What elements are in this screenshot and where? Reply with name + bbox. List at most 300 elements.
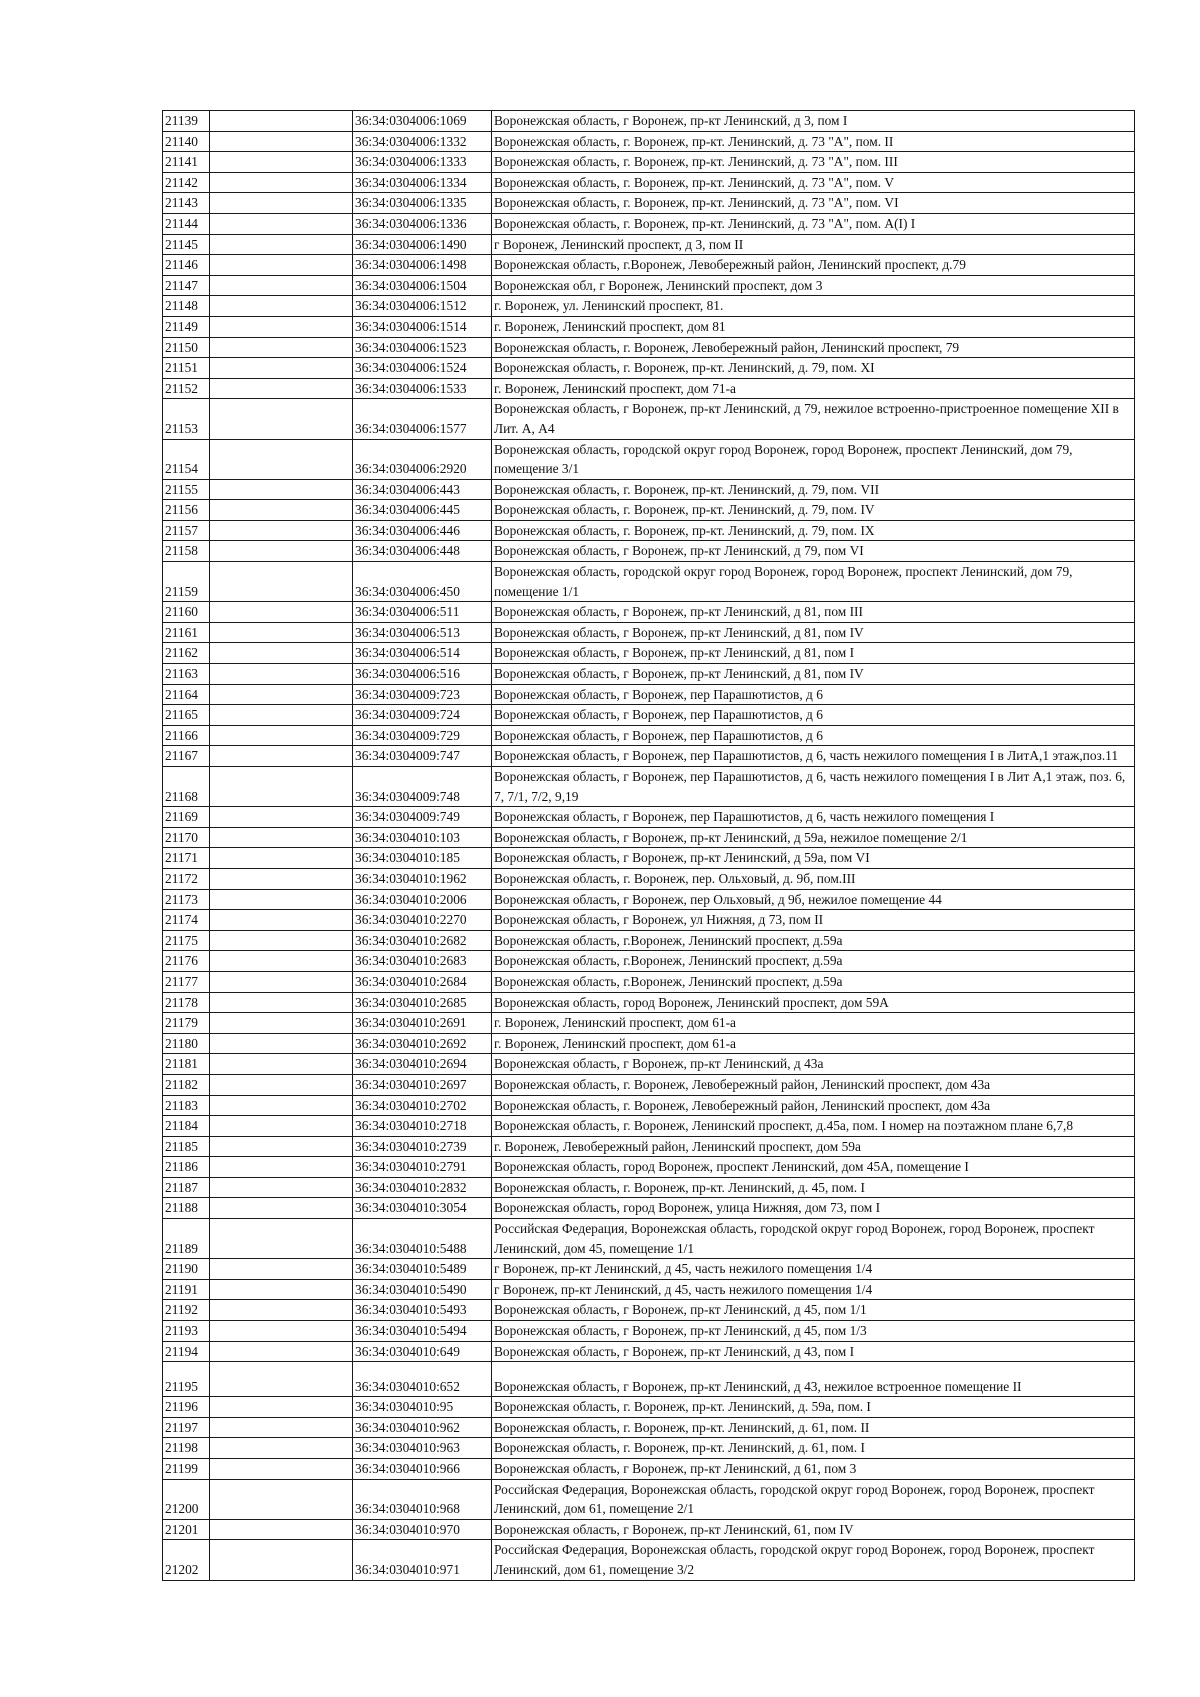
empty-cell	[210, 767, 353, 807]
empty-cell	[210, 193, 353, 214]
row-number-cell: 21202	[163, 1540, 210, 1580]
empty-cell	[210, 992, 353, 1013]
row-number-cell: 21143	[163, 193, 210, 214]
empty-cell	[210, 1300, 353, 1321]
address-cell: Воронежская область, г Воронеж, пр-кт Ленинский, д 81, пом III	[492, 602, 1135, 623]
row-number-cell: 21149	[163, 316, 210, 337]
cadastral-number-cell: 36:34:0304006:1524	[353, 358, 492, 379]
empty-cell	[210, 562, 353, 602]
empty-cell	[210, 234, 353, 255]
table-row	[163, 520, 1135, 541]
empty-cell	[210, 1279, 353, 1300]
cadastral-number-cell: 36:34:0304006:450	[353, 562, 492, 602]
address-cell: Воронежская область, г. Воронеж, пр-кт. Ленинский, д. 61, пом. II	[492, 1417, 1135, 1438]
cadastral-number-cell: 36:34:0304009:749	[353, 807, 492, 828]
cadastral-number-cell: 36:34:0304010:2685	[353, 992, 492, 1013]
cadastral-number-cell: 36:34:0304006:1069	[353, 111, 492, 132]
address-cell: Воронежская область, г.Воронеж, Ленинский проспект, д.59а	[492, 951, 1135, 972]
cadastral-number-cell: 36:34:0304010:963	[353, 1438, 492, 1459]
cadastral-number-cell: 36:34:0304010:966	[353, 1459, 492, 1480]
table-row	[163, 827, 1135, 848]
address-cell: Воронежская область, г. Воронеж, пер. Ольховый, д. 9б, пом.III	[492, 868, 1135, 889]
address-cell: Воронежская область, г Воронеж, пр-кт Ленинский, д 59а, пом VI	[492, 848, 1135, 869]
cadastral-number-cell: 36:34:0304010:2702	[353, 1095, 492, 1116]
row-number-cell: 21182	[163, 1074, 210, 1095]
table-row	[163, 213, 1135, 234]
table-row	[163, 1198, 1135, 1219]
row-number-cell: 21186	[163, 1157, 210, 1178]
address-cell: Воронежская область, город Воронеж, проспект Ленинский, дом 45А, помещение I	[492, 1157, 1135, 1178]
cadastral-number-cell: 36:34:0304010:103	[353, 827, 492, 848]
row-number-cell: 21167	[163, 746, 210, 767]
table-row	[163, 868, 1135, 889]
address-cell: Воронежская область, г. Воронеж, пр-кт. Ленинский, д. 45, пом. I	[492, 1177, 1135, 1198]
row-number-cell: 21176	[163, 951, 210, 972]
register-table	[162, 110, 1135, 1581]
cadastral-number-cell: 36:34:0304010:2832	[353, 1177, 492, 1198]
row-number-cell: 21179	[163, 1013, 210, 1034]
cadastral-number-cell: 36:34:0304010:2791	[353, 1157, 492, 1178]
table-row	[163, 725, 1135, 746]
cadastral-number-cell: 36:34:0304010:2270	[353, 910, 492, 931]
empty-cell	[210, 1540, 353, 1580]
empty-cell	[210, 807, 353, 828]
address-cell: Воронежская область, городской округ город Воронеж, город Воронеж, проспект Ленинский, дом 79, помещение 1/1	[492, 562, 1135, 602]
row-number-cell: 21168	[163, 767, 210, 807]
cadastral-number-cell: 36:34:0304006:1577	[353, 399, 492, 439]
address-cell: Воронежская область, г Воронеж, пер Парашютистов, д 6, часть нежилого помещения I в Лит А,1 этаж, поз. 6, 7, 7/1, 7/2, 9,19	[492, 767, 1135, 807]
empty-cell	[210, 868, 353, 889]
row-number-cell: 21147	[163, 275, 210, 296]
address-cell: Воронежская область, г. Воронеж, пр-кт. Ленинский, д. 61, пом. I	[492, 1438, 1135, 1459]
row-number-cell: 21177	[163, 971, 210, 992]
address-cell: Воронежская область, г Воронеж, пер Парашютистов, д 6, часть нежилого помещения I	[492, 807, 1135, 828]
cadastral-number-cell: 36:34:0304006:448	[353, 541, 492, 562]
address-cell: Воронежская область, г. Воронеж, Левобережный район, Ленинский проспект, дом 43а	[492, 1074, 1135, 1095]
row-number-cell: 21183	[163, 1095, 210, 1116]
cadastral-number-cell: 36:34:0304006:1333	[353, 152, 492, 173]
row-number-cell: 21194	[163, 1341, 210, 1362]
row-number-cell: 21156	[163, 500, 210, 521]
address-cell: Воронежская область, г.Воронеж, Левобережный район, Ленинский проспект, д.79	[492, 255, 1135, 276]
address-cell: Воронежская область, г Воронеж, пер Ольховый, д 9б, нежилое помещение 44	[492, 889, 1135, 910]
table-row	[163, 767, 1135, 807]
table-row	[163, 1074, 1135, 1095]
address-cell: Воронежская область, г. Воронеж, пр-кт. Ленинский, д. 79, пом. VII	[492, 479, 1135, 500]
row-number-cell: 21201	[163, 1519, 210, 1540]
table-row	[163, 1054, 1135, 1075]
row-number-cell: 21155	[163, 479, 210, 500]
cadastral-number-cell: 36:34:0304010:5488	[353, 1219, 492, 1259]
address-cell: Воронежская область, г Воронеж, пер Парашютистов, д 6, часть нежилого помещения I в ЛитА,1 этаж,поз.11	[492, 746, 1135, 767]
empty-cell	[210, 971, 353, 992]
empty-cell	[210, 275, 353, 296]
address-cell: Воронежская область, г. Воронеж, пр-кт. Ленинский, д. 73 "А", пом. II	[492, 131, 1135, 152]
cadastral-number-cell: 36:34:0304006:1514	[353, 316, 492, 337]
empty-cell	[210, 1259, 353, 1280]
table-row	[163, 1362, 1135, 1397]
table-row	[163, 1136, 1135, 1157]
address-cell: Воронежская область, г Воронеж, пр-кт Ленинский, д 79, пом VI	[492, 541, 1135, 562]
table-row	[163, 255, 1135, 276]
empty-cell	[210, 746, 353, 767]
cadastral-number-cell: 36:34:0304006:1335	[353, 193, 492, 214]
table-row	[163, 1321, 1135, 1342]
address-cell: г Воронеж, пр-кт Ленинский, д 45, часть нежилого помещения 1/4	[492, 1259, 1135, 1280]
address-cell: Воронежская область, г Воронеж, пр-кт Ленинский, д 45, пом 1/3	[492, 1321, 1135, 1342]
empty-cell	[210, 1397, 353, 1418]
row-number-cell: 21169	[163, 807, 210, 828]
row-number-cell: 21141	[163, 152, 210, 173]
cadastral-number-cell: 36:34:0304010:649	[353, 1341, 492, 1362]
table-row	[163, 1417, 1135, 1438]
row-number-cell: 21164	[163, 684, 210, 705]
address-cell: Воронежская область, г Воронеж, пер Парашютистов, д 6	[492, 684, 1135, 705]
table-row	[163, 337, 1135, 358]
row-number-cell: 21159	[163, 562, 210, 602]
row-number-cell: 21198	[163, 1438, 210, 1459]
address-cell: Воронежская область, г Воронеж, пр-кт Ленинский, д 3, пом I	[492, 111, 1135, 132]
address-cell: Воронежская обл, г Воронеж, Ленинский проспект, дом 3	[492, 275, 1135, 296]
row-number-cell: 21142	[163, 172, 210, 193]
table-row	[163, 1177, 1135, 1198]
table-row	[163, 193, 1135, 214]
table-row	[163, 1438, 1135, 1459]
address-cell: Воронежская область, г. Воронеж, пр-кт. Ленинский, д. 79, пом. IX	[492, 520, 1135, 541]
row-number-cell: 21189	[163, 1219, 210, 1259]
row-number-cell: 21174	[163, 910, 210, 931]
table-row	[163, 684, 1135, 705]
empty-cell	[210, 1362, 353, 1397]
table-row	[163, 399, 1135, 439]
address-cell: Воронежская область, г.Воронеж, Ленинский проспект, д.59а	[492, 971, 1135, 992]
address-cell: г. Воронеж, ул. Ленинский проспект, 81.	[492, 296, 1135, 317]
register-table-body	[163, 111, 1135, 1581]
empty-cell	[210, 1219, 353, 1259]
row-number-cell: 21172	[163, 868, 210, 889]
address-cell: Воронежская область, г Воронеж, ул Нижняя, д 73, пом II	[492, 910, 1135, 931]
cadastral-number-cell: 36:34:0304010:2692	[353, 1033, 492, 1054]
table-row	[163, 1013, 1135, 1034]
empty-cell	[210, 439, 353, 479]
address-cell: Воронежская область, г. Воронеж, пр-кт. Ленинский, д. 79, пом. IV	[492, 500, 1135, 521]
cadastral-number-cell: 36:34:0304006:1512	[353, 296, 492, 317]
row-number-cell: 21193	[163, 1321, 210, 1342]
address-cell: г Воронеж, пр-кт Ленинский, д 45, часть нежилого помещения 1/4	[492, 1279, 1135, 1300]
empty-cell	[210, 479, 353, 500]
row-number-cell: 21146	[163, 255, 210, 276]
row-number-cell: 21185	[163, 1136, 210, 1157]
cadastral-number-cell: 36:34:0304006:446	[353, 520, 492, 541]
row-number-cell: 21163	[163, 664, 210, 685]
empty-cell	[210, 684, 353, 705]
table-row	[163, 1540, 1135, 1580]
empty-cell	[210, 172, 353, 193]
empty-cell	[210, 705, 353, 726]
cadastral-number-cell: 36:34:0304006:1336	[353, 213, 492, 234]
row-number-cell: 21151	[163, 358, 210, 379]
address-cell: Воронежская область, г Воронеж, пр-кт Ленинский, д 45, пом 1/1	[492, 1300, 1135, 1321]
cadastral-number-cell: 36:34:0304006:445	[353, 500, 492, 521]
cadastral-number-cell: 36:34:0304006:1498	[353, 255, 492, 276]
empty-cell	[210, 1157, 353, 1178]
empty-cell	[210, 1116, 353, 1137]
empty-cell	[210, 1519, 353, 1540]
address-cell: Воронежская область, г Воронеж, пр-кт Ленинский, д 43, нежилое встроенное помещение II	[492, 1362, 1135, 1397]
table-row	[163, 807, 1135, 828]
table-row	[163, 951, 1135, 972]
address-cell: Воронежская область, г. Воронеж, пр-кт. Ленинский, д. 73 "А", пом. V	[492, 172, 1135, 193]
cadastral-number-cell: 36:34:0304006:1533	[353, 378, 492, 399]
empty-cell	[210, 1054, 353, 1075]
empty-cell	[210, 602, 353, 623]
table-row	[163, 992, 1135, 1013]
cadastral-number-cell: 36:34:0304009:724	[353, 705, 492, 726]
empty-cell	[210, 1033, 353, 1054]
cadastral-number-cell: 36:34:0304010:5489	[353, 1259, 492, 1280]
cadastral-number-cell: 36:34:0304009:748	[353, 767, 492, 807]
cadastral-number-cell: 36:34:0304010:2718	[353, 1116, 492, 1137]
empty-cell	[210, 316, 353, 337]
row-number-cell: 21178	[163, 992, 210, 1013]
address-cell: г. Воронеж, Ленинский проспект, дом 61-а	[492, 1033, 1135, 1054]
table-row	[163, 602, 1135, 623]
table-row	[163, 378, 1135, 399]
cadastral-number-cell: 36:34:0304006:2920	[353, 439, 492, 479]
empty-cell	[210, 358, 353, 379]
empty-cell	[210, 1341, 353, 1362]
empty-cell	[210, 131, 353, 152]
empty-cell	[210, 1479, 353, 1519]
table-row	[163, 1341, 1135, 1362]
address-cell: г. Воронеж, Ленинский проспект, дом 61-а	[492, 1013, 1135, 1034]
table-row	[163, 1259, 1135, 1280]
table-row	[163, 234, 1135, 255]
empty-cell	[210, 725, 353, 746]
empty-cell	[210, 1177, 353, 1198]
empty-cell	[210, 337, 353, 358]
address-cell: Воронежская область, г. Воронеж, пр-кт. Ленинский, д. 59а, пом. I	[492, 1397, 1135, 1418]
empty-cell	[210, 213, 353, 234]
address-cell: г. Воронеж, Левобережный район, Ленинский проспект, дом 59а	[492, 1136, 1135, 1157]
empty-cell	[210, 541, 353, 562]
empty-cell	[210, 1321, 353, 1342]
table-row	[163, 971, 1135, 992]
empty-cell	[210, 399, 353, 439]
cadastral-number-cell: 36:34:0304006:516	[353, 664, 492, 685]
table-row	[163, 930, 1135, 951]
empty-cell	[210, 1136, 353, 1157]
row-number-cell: 21160	[163, 602, 210, 623]
empty-cell	[210, 1417, 353, 1438]
address-cell: Российская Федерация, Воронежская область, городской округ город Воронеж, город Воронеж, проспект Ленинский, дом 61, помещение 3/2	[492, 1540, 1135, 1580]
table-row	[163, 296, 1135, 317]
row-number-cell: 21180	[163, 1033, 210, 1054]
cadastral-number-cell: 36:34:0304010:2682	[353, 930, 492, 951]
table-row	[163, 1157, 1135, 1178]
row-number-cell: 21166	[163, 725, 210, 746]
table-row	[163, 541, 1135, 562]
table-row	[163, 1479, 1135, 1519]
table-row	[163, 664, 1135, 685]
row-number-cell: 21192	[163, 1300, 210, 1321]
address-cell: Воронежская область, городской округ город Воронеж, город Воронеж, проспект Ленинский, дом 79, помещение 3/1	[492, 439, 1135, 479]
address-cell: Российская Федерация, Воронежская область, городской округ город Воронеж, город Воронеж, проспект Ленинский, дом 45, помещение 1/1	[492, 1219, 1135, 1259]
cadastral-number-cell: 36:34:0304006:443	[353, 479, 492, 500]
cadastral-number-cell: 36:34:0304010:185	[353, 848, 492, 869]
row-number-cell: 21173	[163, 889, 210, 910]
row-number-cell: 21158	[163, 541, 210, 562]
table-row	[163, 479, 1135, 500]
table-row	[163, 111, 1135, 132]
table-row	[163, 1397, 1135, 1418]
address-cell: г Воронеж, Ленинский проспект, д 3, пом II	[492, 234, 1135, 255]
address-cell: Воронежская область, г. Воронеж, Левобережный район, Ленинский проспект, дом 43а	[492, 1095, 1135, 1116]
row-number-cell: 21150	[163, 337, 210, 358]
table-row	[163, 152, 1135, 173]
cadastral-number-cell: 36:34:0304010:5493	[353, 1300, 492, 1321]
row-number-cell: 21148	[163, 296, 210, 317]
cadastral-number-cell: 36:34:0304010:971	[353, 1540, 492, 1580]
empty-cell	[210, 1013, 353, 1034]
empty-cell	[210, 889, 353, 910]
address-cell: Воронежская область, г Воронеж, пр-кт Ленинский, д 81, пом IV	[492, 622, 1135, 643]
table-row	[163, 275, 1135, 296]
row-number-cell: 21145	[163, 234, 210, 255]
row-number-cell: 21181	[163, 1054, 210, 1075]
row-number-cell: 21139	[163, 111, 210, 132]
table-row	[163, 746, 1135, 767]
address-cell: Воронежская область, г Воронеж, пер Парашютистов, д 6	[492, 705, 1135, 726]
cadastral-number-cell: 36:34:0304010:2697	[353, 1074, 492, 1095]
row-number-cell: 21188	[163, 1198, 210, 1219]
cadastral-number-cell: 36:34:0304010:2683	[353, 951, 492, 972]
cadastral-number-cell: 36:34:0304006:1490	[353, 234, 492, 255]
empty-cell	[210, 1459, 353, 1480]
address-cell: Российская Федерация, Воронежская область, городской округ город Воронеж, город Воронеж, проспект Ленинский, дом 61, помещение 2/1	[492, 1479, 1135, 1519]
table-row	[163, 439, 1135, 479]
cadastral-number-cell: 36:34:0304010:968	[353, 1479, 492, 1519]
table-row	[163, 1459, 1135, 1480]
cadastral-number-cell: 36:34:0304006:513	[353, 622, 492, 643]
address-cell: Воронежская область, г Воронеж, пер Парашютистов, д 6	[492, 725, 1135, 746]
cadastral-number-cell: 36:34:0304010:2684	[353, 971, 492, 992]
empty-cell	[210, 520, 353, 541]
empty-cell	[210, 1438, 353, 1459]
row-number-cell: 21171	[163, 848, 210, 869]
cadastral-number-cell: 36:34:0304006:511	[353, 602, 492, 623]
cadastral-number-cell: 36:34:0304009:729	[353, 725, 492, 746]
empty-cell	[210, 378, 353, 399]
cadastral-number-cell: 36:34:0304010:5494	[353, 1321, 492, 1342]
cadastral-number-cell: 36:34:0304006:1504	[353, 275, 492, 296]
table-row	[163, 889, 1135, 910]
row-number-cell: 21184	[163, 1116, 210, 1137]
address-cell: Воронежская область, г. Воронеж, пр-кт. Ленинский, д. 73 "А", пом. VI	[492, 193, 1135, 214]
cadastral-number-cell: 36:34:0304010:95	[353, 1397, 492, 1418]
table-row	[163, 316, 1135, 337]
table-row	[163, 1219, 1135, 1259]
row-number-cell: 21162	[163, 643, 210, 664]
row-number-cell: 21144	[163, 213, 210, 234]
table-row	[163, 500, 1135, 521]
cadastral-number-cell: 36:34:0304009:723	[353, 684, 492, 705]
table-row	[163, 643, 1135, 664]
cadastral-number-cell: 36:34:0304010:5490	[353, 1279, 492, 1300]
cadastral-number-cell: 36:34:0304010:2006	[353, 889, 492, 910]
row-number-cell: 21175	[163, 930, 210, 951]
cadastral-number-cell: 36:34:0304006:514	[353, 643, 492, 664]
address-cell: Воронежская область, г.Воронеж, Ленинский проспект, д.59а	[492, 930, 1135, 951]
address-cell: г. Воронеж, Ленинский проспект, дом 71-а	[492, 378, 1135, 399]
cadastral-number-cell: 36:34:0304010:2739	[353, 1136, 492, 1157]
row-number-cell: 21154	[163, 439, 210, 479]
empty-cell	[210, 951, 353, 972]
cadastral-number-cell: 36:34:0304006:1523	[353, 337, 492, 358]
table-row	[163, 1095, 1135, 1116]
empty-cell	[210, 500, 353, 521]
address-cell: Воронежская область, г Воронеж, пр-кт Ленинский, д 61, пом 3	[492, 1459, 1135, 1480]
address-cell: Воронежская область, г Воронеж, пр-кт Ленинский, д 43, пом I	[492, 1341, 1135, 1362]
address-cell: Воронежская область, г. Воронеж, Левобережный район, Ленинский проспект, 79	[492, 337, 1135, 358]
empty-cell	[210, 1198, 353, 1219]
table-row	[163, 705, 1135, 726]
address-cell: Воронежская область, город Воронеж, Ленинский проспект, дом 59А	[492, 992, 1135, 1013]
address-cell: Воронежская область, г Воронеж, пр-кт Ленинский, д 81, пом I	[492, 643, 1135, 664]
table-row	[163, 562, 1135, 602]
cadastral-number-cell: 36:34:0304006:1334	[353, 172, 492, 193]
address-cell: Воронежская область, г Воронеж, пр-кт Ленинский, д 43а	[492, 1054, 1135, 1075]
cadastral-number-cell: 36:34:0304010:970	[353, 1519, 492, 1540]
address-cell: Воронежская область, г. Воронеж, пр-кт. Ленинский, д. 79, пом. XI	[492, 358, 1135, 379]
table-row	[163, 622, 1135, 643]
table-row	[163, 358, 1135, 379]
row-number-cell: 21190	[163, 1259, 210, 1280]
empty-cell	[210, 1074, 353, 1095]
row-number-cell: 21152	[163, 378, 210, 399]
cadastral-number-cell: 36:34:0304010:1962	[353, 868, 492, 889]
table-row	[163, 910, 1135, 931]
address-cell: Воронежская область, г. Воронеж, Ленинский проспект, д.45а, пом. I номер на поэтажном плане 6,7,8	[492, 1116, 1135, 1137]
row-number-cell: 21196	[163, 1397, 210, 1418]
table-row	[163, 131, 1135, 152]
row-number-cell: 21153	[163, 399, 210, 439]
empty-cell	[210, 255, 353, 276]
row-number-cell: 21157	[163, 520, 210, 541]
empty-cell	[210, 664, 353, 685]
row-number-cell: 21165	[163, 705, 210, 726]
row-number-cell: 21170	[163, 827, 210, 848]
address-cell: Воронежская область, г Воронеж, пр-кт Ленинский, д 81, пом IV	[492, 664, 1135, 685]
table-row	[163, 848, 1135, 869]
table-row	[163, 1279, 1135, 1300]
cadastral-number-cell: 36:34:0304010:652	[353, 1362, 492, 1397]
empty-cell	[210, 827, 353, 848]
row-number-cell: 21195	[163, 1362, 210, 1397]
cadastral-number-cell: 36:34:0304010:2694	[353, 1054, 492, 1075]
cadastral-number-cell: 36:34:0304009:747	[353, 746, 492, 767]
empty-cell	[210, 622, 353, 643]
address-cell: Воронежская область, г Воронеж, пр-кт Ленинский, д 59а, нежилое помещение 2/1	[492, 827, 1135, 848]
empty-cell	[210, 930, 353, 951]
row-number-cell: 21199	[163, 1459, 210, 1480]
table-row	[163, 1519, 1135, 1540]
address-cell: Воронежская область, г Воронеж, пр-кт Ленинский, 61, пом IV	[492, 1519, 1135, 1540]
address-cell: Воронежская область, г. Воронеж, пр-кт. Ленинский, д. 73 "А", пом. А(I) I	[492, 213, 1135, 234]
empty-cell	[210, 296, 353, 317]
row-number-cell: 21197	[163, 1417, 210, 1438]
address-cell: Воронежская область, г Воронеж, пр-кт Ленинский, д 79, нежилое встроенно-пристроенное помещение XII в Лит. А, А4	[492, 399, 1135, 439]
